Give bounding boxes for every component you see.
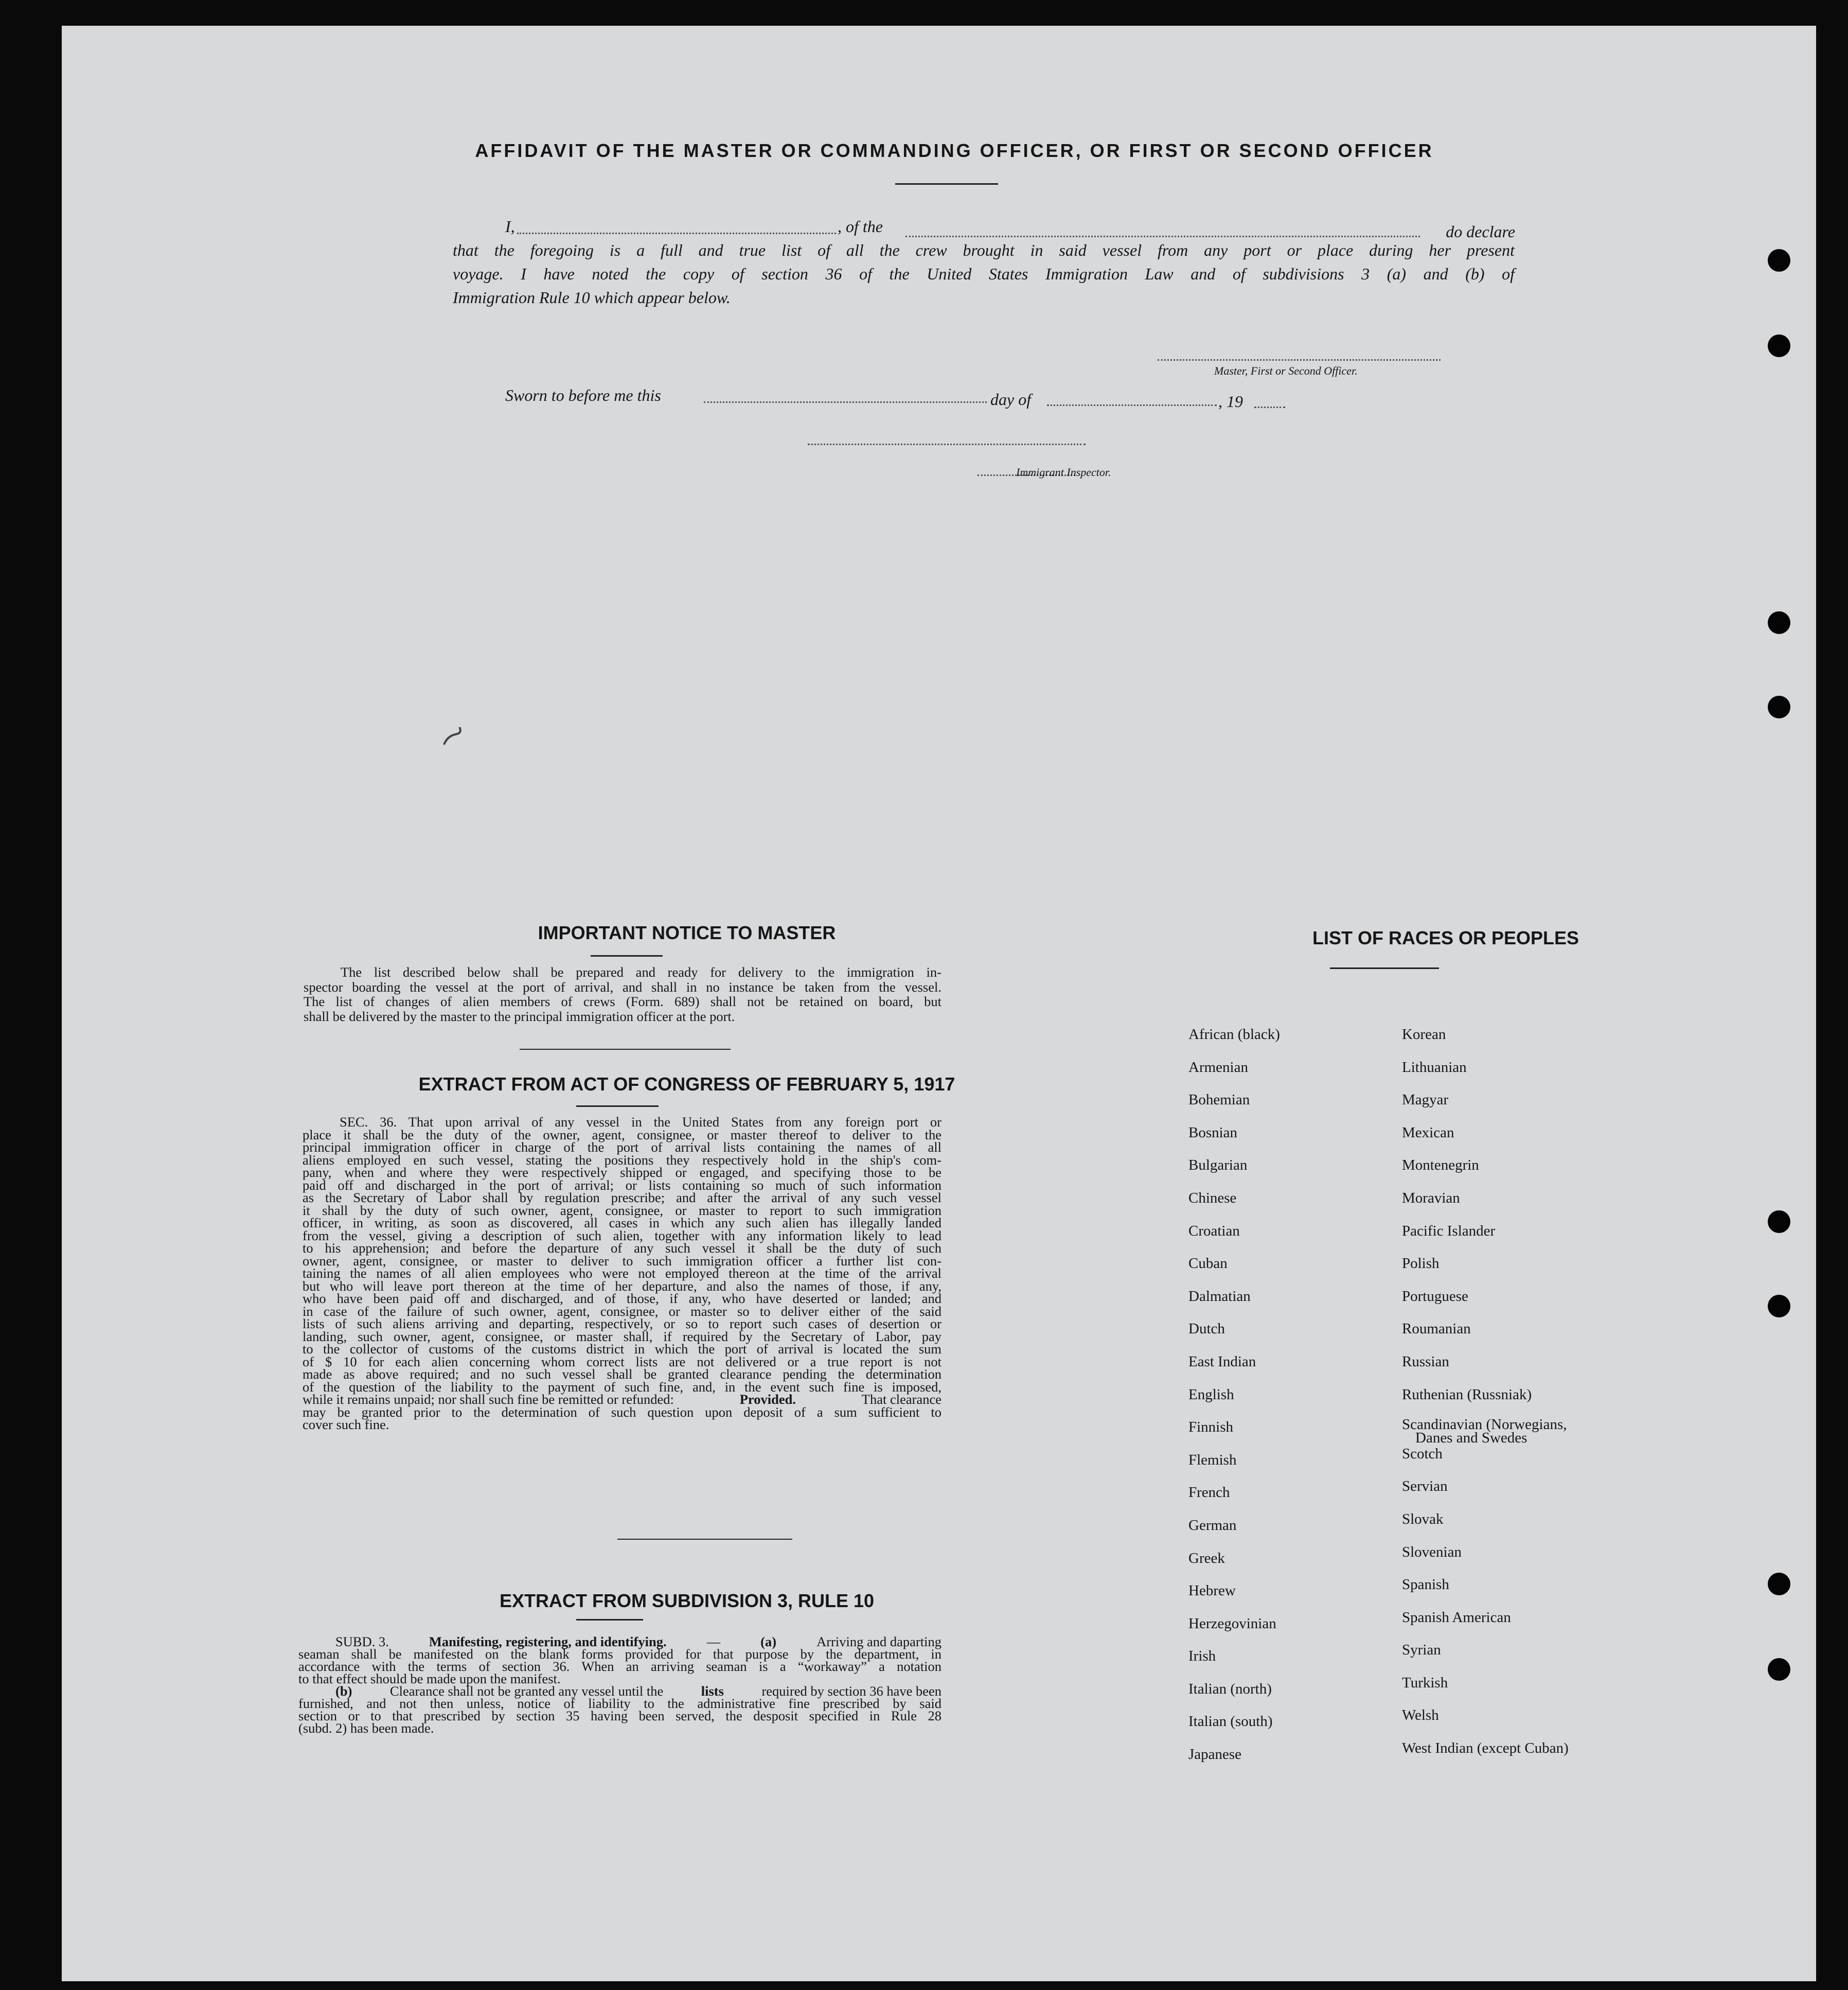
notice-line: spector boarding the vessel at the port of arrival, and shall in no instance be taken from the vessel. <box>304 979 941 995</box>
provided-keyword: Provided. <box>739 1392 796 1407</box>
declarant-label: I, <box>505 217 515 236</box>
punch-hole <box>1768 249 1790 272</box>
em-dash: — <box>706 1634 721 1649</box>
declarant-name-field[interactable] <box>517 233 836 234</box>
race-item-continuation: Danes and Swedes <box>1415 1430 1527 1447</box>
race-item: Servian <box>1402 1478 1448 1495</box>
act-line: may be granted prior to the determination of such question upon deposit of a sum sufficient to <box>303 1404 941 1420</box>
vessel-label: , of the <box>838 217 883 236</box>
race-item: Syrian <box>1402 1642 1441 1659</box>
race-item: Pacific Islander <box>1402 1222 1496 1239</box>
inspector-caption: Immigrant Inspector. <box>1016 466 1111 479</box>
race-item: Herzegovinian <box>1188 1615 1276 1632</box>
affidavit-line-1: that the foregoing is a full and true list of all the crew brought in said vessel from any port or place during her present <box>453 241 1515 259</box>
act-line: place it shall be the duty of the owner, agent, consignee, or master thereof to deliver to the <box>303 1126 941 1142</box>
day-of-label: day of <box>990 390 1032 409</box>
act-line: officer, in writing, as soon as discovered, all cases in which any such alien has illegally landed <box>303 1215 941 1230</box>
act-line: cover such fine. <box>303 1417 389 1432</box>
race-item: Japanese <box>1188 1746 1242 1763</box>
race-item: Italian (north) <box>1188 1680 1272 1697</box>
race-item: Scotch <box>1402 1445 1443 1462</box>
race-item: Moravian <box>1402 1189 1460 1206</box>
race-item: Portuguese <box>1402 1288 1468 1305</box>
race-item: East Indian <box>1188 1353 1256 1370</box>
divider <box>1330 967 1439 969</box>
divider <box>520 1049 731 1050</box>
act-section-36 <box>303 1116 941 1431</box>
act-line: pany, when and where they were respectively shipped or engaged, and specifying those to be <box>303 1165 941 1180</box>
clause-a-label: (a) <box>760 1634 777 1649</box>
divider <box>576 1619 643 1621</box>
rule-line: section or to that prescribed by section 35 having been served, the desposit specified in Rule 28 <box>298 1708 941 1723</box>
rule-line: (subd. 2) has been made. <box>298 1720 434 1736</box>
divider <box>576 1105 659 1107</box>
punch-hole <box>1768 611 1790 634</box>
notice-line: The list of changes of alien members of crews (Form. 689) shall not be retained on board, but <box>304 994 941 1009</box>
act-line: of the question of the liability to the payment of such fine, and, in the event such fine is imposed, <box>303 1379 941 1395</box>
rule-subdivision-3 <box>298 1635 941 1734</box>
act-line: who have been paid off and discharged, and of those, if any, who have deserted or landed; and <box>303 1291 941 1306</box>
race-item: Welsh <box>1402 1707 1439 1724</box>
punch-hole <box>1768 334 1790 357</box>
declare-label: do declare <box>1446 222 1515 241</box>
race-item: German <box>1188 1517 1237 1534</box>
race-item: Roumanian <box>1402 1320 1471 1337</box>
act-line: from the vessel, giving a description of such alien, together with any information likely to lead <box>303 1227 941 1243</box>
race-item: Magyar <box>1402 1091 1449 1108</box>
document-page <box>62 26 1816 1981</box>
race-item: West Indian (except Cuban) <box>1402 1740 1569 1757</box>
punch-hole <box>1768 1658 1790 1681</box>
act-line: principal immigration officer in charge of the port of arrival lists containing the names of all <box>303 1139 941 1155</box>
act-line: lists of such aliens arriving and departing, respectively, or so to report such cases of desertion or <box>303 1316 941 1331</box>
rule-line: to that effect should be made upon the manifest. <box>298 1671 561 1686</box>
rule-line: furnished, and not then unless, notice of liability to the administrative fine prescribed by said <box>298 1696 941 1711</box>
subd-label: SUBD. 3. <box>335 1634 389 1649</box>
act-line: aliens employed en such vessel, stating the positions they respectively hold in the ship's com- <box>303 1152 941 1168</box>
punch-hole <box>1768 1210 1790 1233</box>
race-item: Dutch <box>1188 1320 1225 1337</box>
race-item: Irish <box>1188 1648 1216 1665</box>
clause-b-text: Clearance shall not be granted any vessel until the <box>389 1683 664 1699</box>
pen-mark <box>440 718 471 749</box>
affidavit-line-2: voyage. I have noted the copy of section 36 of the United States Immigration Law and of subdivisions 3 (a) and (b) of <box>453 265 1515 283</box>
rule-title: EXTRACT FROM SUBDIVISION 3, RULE 10 <box>499 1590 875 1611</box>
races-title: LIST OF RACES OR PEOPLES <box>1312 927 1579 948</box>
act-line: That clearance <box>861 1392 941 1407</box>
act-line: to his apprehension; and before the departure of any such vessel it shall be the duty of such <box>303 1240 941 1256</box>
sworn-day-field[interactable] <box>704 401 987 403</box>
race-item: Slovenian <box>1402 1543 1462 1560</box>
race-item: Scandinavian (Norwegians, <box>1402 1416 1567 1433</box>
race-item: Spanish <box>1402 1576 1449 1593</box>
races-right-column <box>1402 1024 1569 1771</box>
race-item: Croatian <box>1188 1222 1240 1239</box>
race-item: Mexican <box>1402 1124 1454 1141</box>
race-item: Finnish <box>1188 1419 1234 1436</box>
sworn-year-field[interactable] <box>1254 407 1285 408</box>
act-line: made as above required; and no such vessel shall be granted clearance pending the determination <box>303 1366 941 1382</box>
punch-hole <box>1768 1295 1790 1317</box>
race-item: Turkish <box>1402 1674 1448 1691</box>
race-item: Armenian <box>1188 1059 1248 1076</box>
race-item: Flemish <box>1188 1451 1237 1468</box>
notice-title: IMPORTANT NOTICE TO MASTER <box>538 922 836 943</box>
race-item: Italian (south) <box>1188 1713 1273 1730</box>
race-item: Korean <box>1402 1026 1446 1043</box>
act-line: to the collector of customs of the customs district in which the port of arrival is located the sum <box>303 1341 941 1357</box>
race-item: Spanish American <box>1402 1609 1511 1626</box>
races-left-column <box>1188 1024 1280 1777</box>
act-line: as the Secretary of Labor shall by regulation prescribe; and after the arrival of any such vessel <box>303 1190 941 1205</box>
act-line: while it remains unpaid; nor shall such fine be remitted or refunded: <box>303 1392 674 1407</box>
rule-line: seaman shall be manifested on the blank forms provided for that purpose by the department, in <box>298 1646 941 1662</box>
act-line: landing, such owner, agent, consignee, or master shall, if required by the Secretary of Labor, pay <box>303 1328 941 1344</box>
officer-signature-field[interactable] <box>1158 359 1441 361</box>
act-line: in case of the failure of such owner, agent, consignee, or master so to deliver either of the said <box>303 1303 941 1319</box>
notice-line: The list described below shall be prepared and ready for delivery to the immigration in- <box>341 964 941 980</box>
race-item: Polish <box>1402 1255 1440 1272</box>
act-line: it shall by the duty of such owner, agent, consignee, or master to report to such immigration <box>303 1202 941 1218</box>
act-line-proviso <box>303 1393 941 1406</box>
sworn-label: Sworn to before me this <box>505 386 661 404</box>
divider <box>591 955 663 957</box>
act-title: EXTRACT FROM ACT OF CONGRESS OF FEBRUARY 5, 1917 <box>418 1073 955 1095</box>
race-item: Greek <box>1188 1549 1225 1566</box>
year-label: , 19 <box>1218 392 1243 411</box>
race-item: Bosnian <box>1188 1124 1238 1141</box>
race-item: Dalmatian <box>1188 1288 1251 1305</box>
divider <box>895 183 998 185</box>
punch-hole <box>1768 1573 1790 1595</box>
race-item: Bulgarian <box>1188 1157 1248 1174</box>
clause-b-label: (b) <box>335 1683 352 1699</box>
act-line: SEC. 36. That upon arrival of any vessel in the United States from any foreign port or <box>340 1114 941 1130</box>
race-item: Hebrew <box>1188 1582 1236 1599</box>
act-line: but who will leave port thereon at the time of her departure, and also the names of those, if any, <box>303 1278 941 1294</box>
race-item: African (black) <box>1188 1026 1280 1043</box>
race-item: Montenegrin <box>1402 1157 1479 1174</box>
race-item: Chinese <box>1188 1189 1237 1206</box>
clause-b-text: required by section 36 have been <box>761 1683 941 1699</box>
sworn-month-field[interactable] <box>1047 404 1217 406</box>
race-item: French <box>1188 1484 1230 1501</box>
act-line: owner, agent, consignee, or master to deliver to such immigration officer a further list con- <box>303 1253 941 1269</box>
vessel-name-field[interactable] <box>905 236 1420 237</box>
divider <box>617 1539 792 1540</box>
notice-line: shall be delivered by the master to the principal immigration officer at the port. <box>304 1008 735 1024</box>
act-line: paid off and discharged in the port of arrival; or lists containing so much of such information <box>303 1177 941 1193</box>
race-item: English <box>1188 1386 1234 1403</box>
subd-heading: Manifesting, registering, and identifying. <box>429 1634 667 1649</box>
clause-a-text: Arriving and daparting <box>816 1634 941 1649</box>
rule-line: accordance with the terms of section 36. When an arriving seaman is a “workaway” a notation <box>298 1659 941 1674</box>
act-line: of $ 10 for each alien concerning whom correct lists are not delivered or a true report is not <box>303 1353 941 1369</box>
race-item: Cuban <box>1188 1255 1228 1272</box>
notice-body <box>304 965 941 1024</box>
act-line: taining the names of all alien employees who were not employed thereon at the time of the arrival <box>303 1265 941 1281</box>
affidavit-title: AFFIDAVIT OF THE MASTER OR COMMANDING OFFICER, OR FIRST OR SECOND OFFICER <box>475 140 1434 161</box>
race-item: Ruthenian (Russniak) <box>1402 1386 1532 1403</box>
clause-b-lists: lists <box>701 1683 724 1699</box>
affidavit-line-3: Immigration Rule 10 which appear below. <box>453 288 731 307</box>
inspector-signature-field[interactable] <box>808 444 1086 445</box>
race-item: Lithuanian <box>1402 1059 1467 1076</box>
officer-signature-caption: Master, First or Second Officer. <box>1214 364 1358 377</box>
punch-hole <box>1768 696 1790 718</box>
race-item: Russian <box>1402 1353 1449 1370</box>
race-item: Slovak <box>1402 1510 1444 1527</box>
race-item: Bohemian <box>1188 1091 1250 1108</box>
